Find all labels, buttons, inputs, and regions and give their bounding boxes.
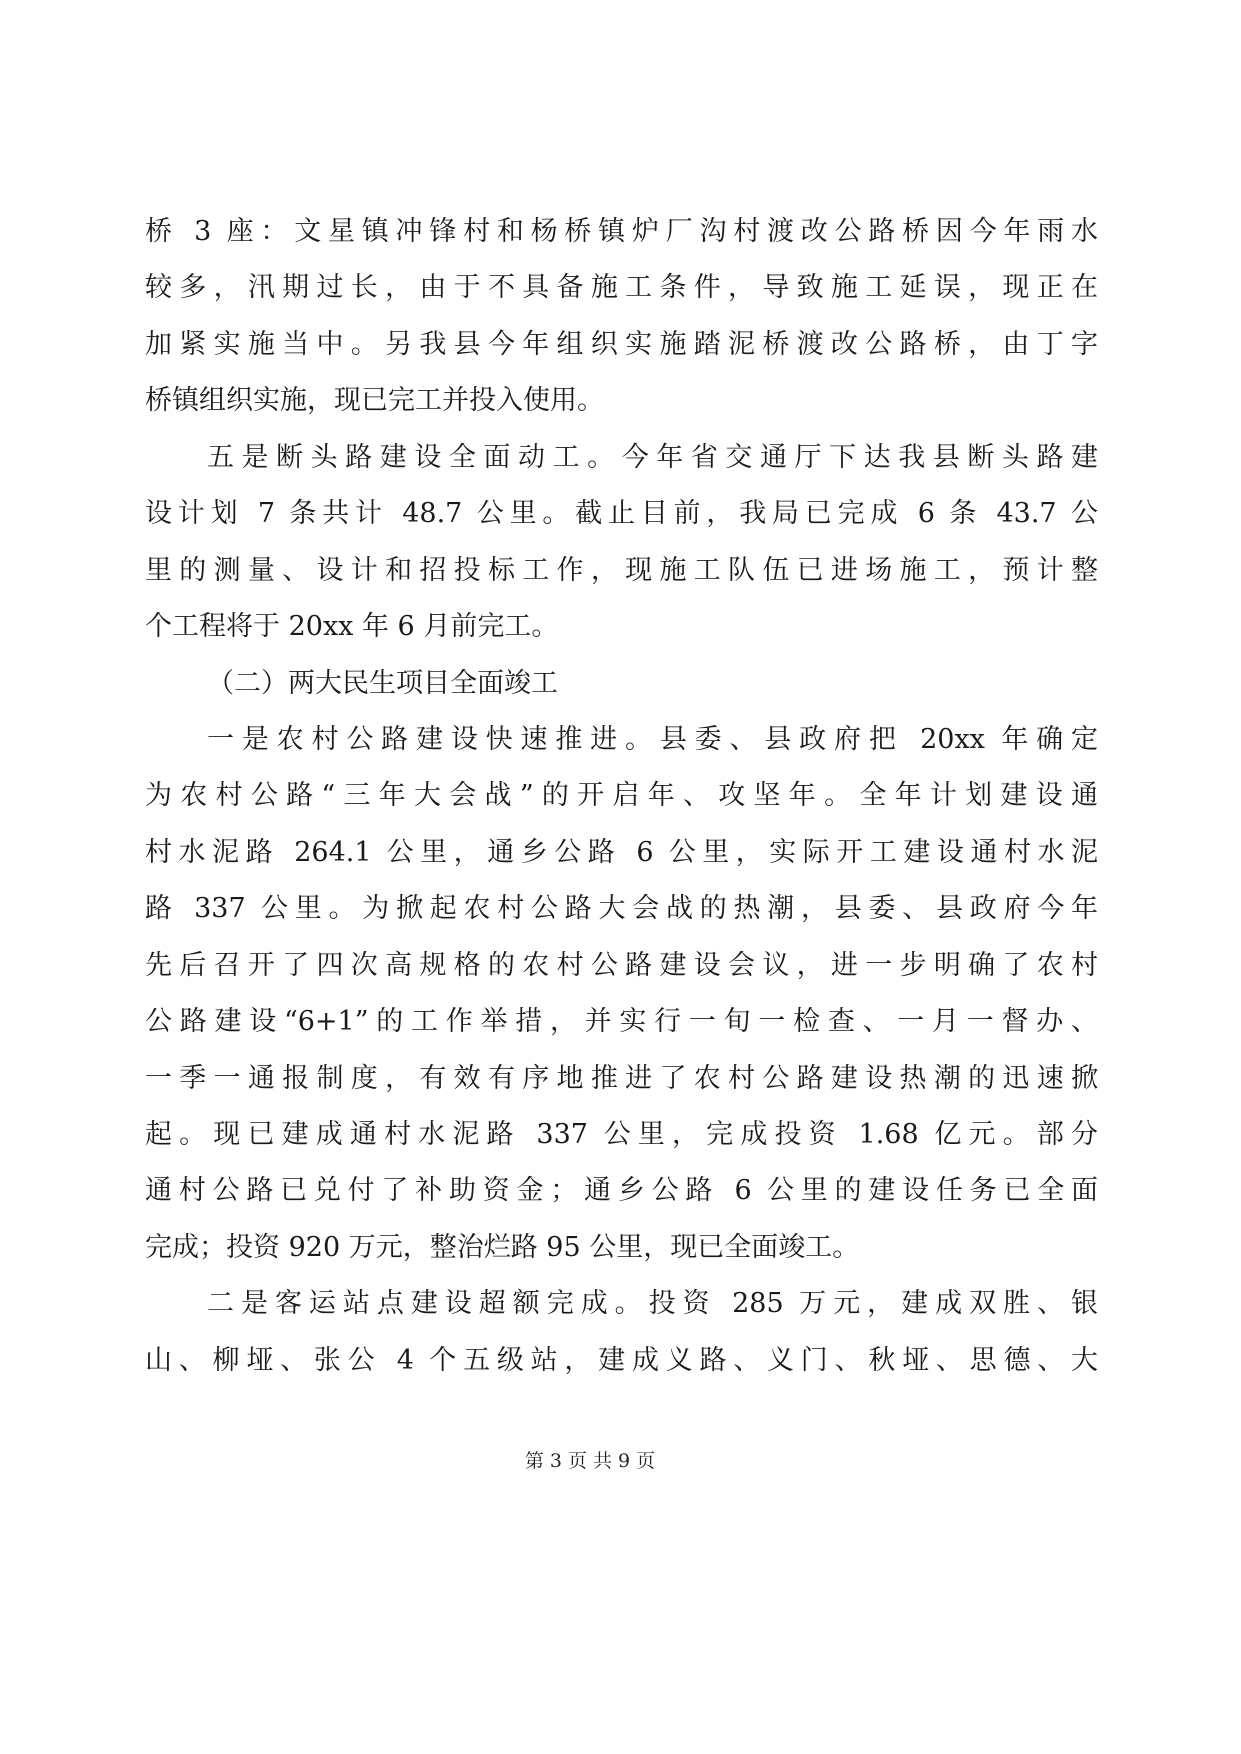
text-line: 先后召开了四次高规格的农村公路建设会议，进一步明确了农村 xyxy=(145,949,1098,981)
section-heading: （二）两大民生项目全面竣工 xyxy=(207,667,558,699)
text-line: 路 337 公里。为掀起农村公路大会战的热潮，县委、县政府今年 xyxy=(145,893,1098,925)
text-line: 公路建设“6+1”的工作举措，并实行一旬一检查、一月一督办、 xyxy=(145,1006,1098,1038)
text-line: 起。现已建成通村水泥路 337 公里，完成投资 1.68 亿元。部分 xyxy=(145,1119,1098,1150)
text-line: 通村公路已兑付了补助资金；通乡公路 6 公里的建设任务已全面 xyxy=(145,1175,1098,1207)
text-line: 较多，汛期过长，由于不具备施工条件，导致施工延误，现正在 xyxy=(145,272,1098,304)
page-number-footer: 第 3 页 共 9 页 xyxy=(524,1450,656,1472)
text-line: 加紧实施当中。另我县今年组织实施踏泥桥渡改公路桥，由丁字 xyxy=(145,328,1098,360)
text-line: 山、柳垭、张公 4 个五级站，建成义路、义门、秋垭、思德、大 xyxy=(145,1344,1098,1376)
text-line: 桥镇组织实施，现已完工并投入使用。 xyxy=(145,385,604,417)
text-line: 设计划 7 条共计 48.7 公里。截止目前，我局已完成 6 条 43.7 公 xyxy=(145,498,1098,530)
text-line: 为农村公路“三年大会战”的开启年、攻坚年。全年计划建设通 xyxy=(145,780,1098,812)
paragraph-start-line: 一是农村公路建设快速推进。县委、县政府把 20xx 年确定 xyxy=(207,723,1098,755)
text-line: 桥 3 座：文星镇冲锋村和杨桥镇炉厂沟村渡改公路桥因今年雨水 xyxy=(145,216,1098,247)
text-line: 村水泥路 264.1 公里，通乡公路 6 公里，实际开工建设通村水泥 xyxy=(145,836,1098,868)
text-line: 一季一通报制度，有效有序地推进了农村公路建设热潮的迅速掀 xyxy=(145,1062,1098,1094)
paragraph-start-line: 五是断头路建设全面动工。今年省交通厅下达我县断头路建 xyxy=(207,441,1098,473)
text-line: 完成；投资 920 万元，整治烂路 95 公里，现已全面竣工。 xyxy=(145,1231,860,1263)
text-line: 个工程将于 20xx 年 6 月前完工。 xyxy=(145,611,559,643)
paragraph-start-line: 二是客运站点建设超额完成。投资 285 万元，建成双胜、银 xyxy=(207,1288,1098,1320)
document-body xyxy=(145,211,1098,1396)
text-line: 里的测量、设计和招投标工作，现施工队伍已进场施工，预计整 xyxy=(145,554,1098,586)
